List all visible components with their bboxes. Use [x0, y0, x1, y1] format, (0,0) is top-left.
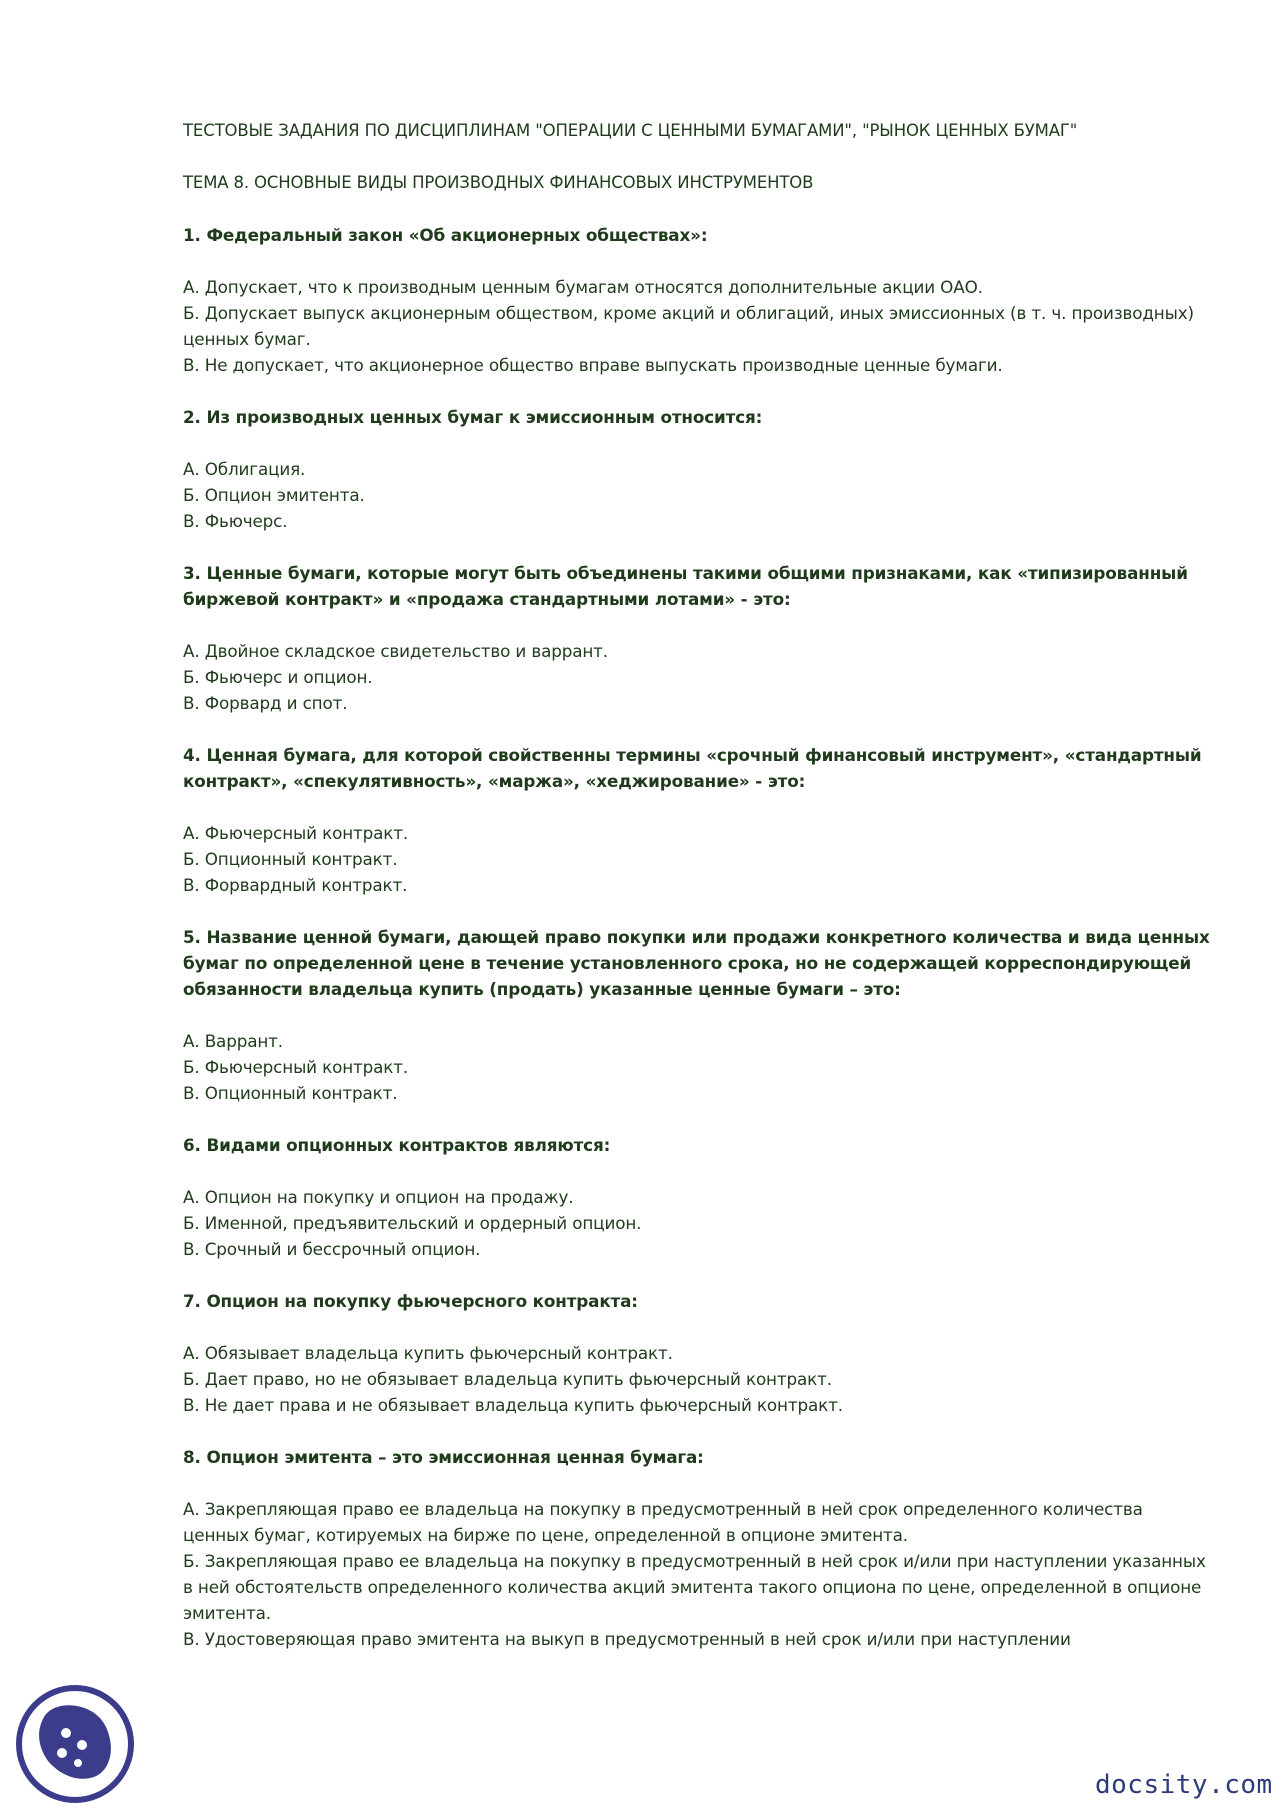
document-title: ТЕСТОВЫЕ ЗАДАНИЯ ПО ДИСЦИПЛИНАМ "ОПЕРАЦИИ С ЦЕННЫМИ БУМАГАМИ", "РЫНОК ЦЕННЫХ БУМАГ" — [183, 121, 1078, 140]
answer-option: В. Удостоверяющая право эмитента на выкуп в предусмотренный в ней срок и/или при наступлении — [183, 1629, 1071, 1649]
question-4 — [183, 742, 1213, 898]
answer-option: А. Фьючерсный контракт. — [183, 823, 409, 843]
question-2 — [183, 404, 1213, 534]
answer-option: В. Не дает права и не обязывает владельца купить фьючерсный контракт. — [183, 1395, 843, 1415]
answer-option: Б. Дает право, но не обязывает владельца купить фьючерсный контракт. — [183, 1369, 832, 1389]
question-1 — [183, 222, 1213, 378]
answer-option: А. Опцион на покупку и опцион на продажу. — [183, 1187, 574, 1207]
question-title: 5. Название ценной бумаги, дающей право покупки или продажи конкретного количества и вида ценных бумаг по определенной цене в течение установленного срока, но не содержащей корреспондирующей обязанности владельца купить (продать) указанные ценные бумаги – это: — [183, 927, 1210, 999]
answer-option: В. Форвард и спот. — [183, 693, 348, 713]
answer-option: В. Срочный и бессрочный опцион. — [183, 1239, 481, 1259]
answer-option: Б. Закрепляющая право ее владельца на покупку в предусмотренный в ней срок и/или при наступлении указанных в ней обстоятельств определенного количества акций эмитента такого опциона по цене, определенной в опционе эмитента. — [183, 1551, 1206, 1623]
question-3 — [183, 560, 1213, 716]
question-8 — [183, 1444, 1213, 1652]
question-title: 6. Видами опционных контрактов являются: — [183, 1135, 611, 1155]
question-6 — [183, 1132, 1213, 1262]
answer-option: В. Форвардный контракт. — [183, 875, 408, 895]
document-page — [183, 118, 1213, 1678]
answer-option: Б. Фьючерсный контракт. — [183, 1057, 409, 1077]
question-title: 4. Ценная бумага, для которой свойственны термины «срочный финансовый инструмент», «стандартный контракт», «спекулятивность», «маржа», «хеджирование» - это: — [183, 745, 1202, 791]
answer-option: В. Не допускает, что акционерное общество вправе выпускать производные ценные бумаги. — [183, 355, 1003, 375]
answer-option: А. Допускает, что к производным ценным бумагам относятся дополнительные акции ОАО. — [183, 277, 983, 297]
question-title: 8. Опцион эмитента – это эмиссионная ценная бумага: — [183, 1447, 704, 1467]
topic-heading: ТЕМА 8. ОСНОВНЫЕ ВИДЫ ПРОИЗВОДНЫХ ФИНАНСОВЫХ ИНСТРУМЕНТОВ — [183, 173, 814, 192]
answer-option: Б. Опцион эмитента. — [183, 485, 365, 505]
answer-option: Б. Допускает выпуск акционерным обществом, кроме акций и облигаций, иных эмиссионных (в т. ч. производных) ценных бумаг. — [183, 303, 1194, 349]
docsity-brand-link[interactable]: docsity.com — [1095, 1770, 1273, 1800]
answer-option: А. Облигация. — [183, 459, 306, 479]
answer-option: Б. Фьючерс и опцион. — [183, 667, 373, 687]
answer-option: В. Фьючерс. — [183, 511, 288, 531]
question-5 — [183, 924, 1213, 1106]
question-7 — [183, 1288, 1213, 1418]
question-title: 3. Ценные бумаги, которые могут быть объединены такими общими признаками, как «типизированный биржевой контракт» и «продажа стандартными лотами» - это: — [183, 563, 1188, 609]
answer-option: А. Закрепляющая право ее владельца на покупку в предусмотренный в ней срок определенного количества ценных бумаг, котируемых на бирже по цене, определенной в опционе эмитента. — [183, 1499, 1143, 1545]
answer-option: Б. Именной, предъявительский и ордерный опцион. — [183, 1213, 642, 1233]
docsity-logo-icon[interactable] — [14, 1683, 136, 1805]
answer-option: Б. Опционный контракт. — [183, 849, 398, 869]
question-title: 2. Из производных ценных бумаг к эмиссионным относится: — [183, 407, 763, 427]
answer-option: А. Обязывает владельца купить фьючерсный контракт. — [183, 1343, 673, 1363]
question-title: 7. Опцион на покупку фьючерсного контракта: — [183, 1291, 638, 1311]
answer-option: А. Варрант. — [183, 1031, 283, 1051]
question-title: 1. Федеральный закон «Об акционерных обществах»: — [183, 225, 708, 245]
answer-option: В. Опционный контракт. — [183, 1083, 398, 1103]
answer-option: А. Двойное складское свидетельство и варрант. — [183, 641, 608, 661]
